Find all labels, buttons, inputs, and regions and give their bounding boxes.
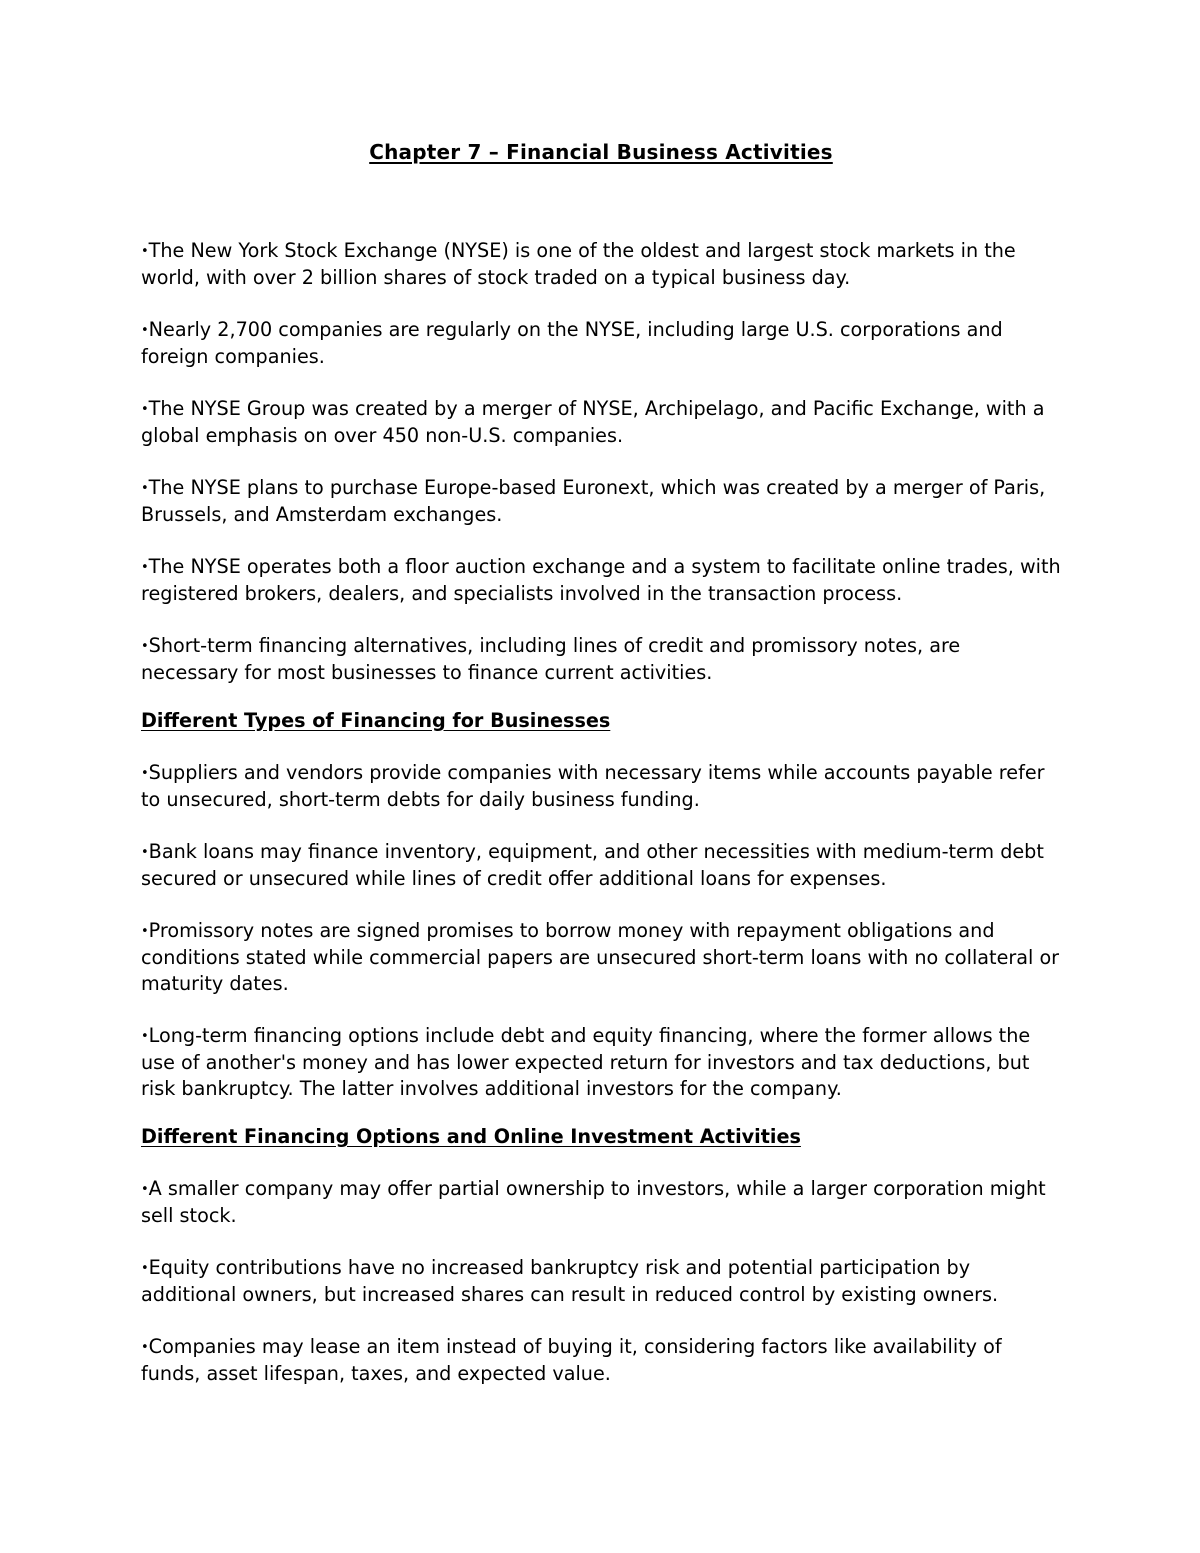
bullet-text: Promissory notes are signed promises to borrow money with repayment obligations and conditions stated while commercial papers are unsecured short-term loans with no collateral or maturity dates. bbox=[141, 919, 1060, 995]
bullet-icon: • bbox=[141, 924, 149, 939]
bullet-item bbox=[141, 1255, 1061, 1308]
bullet-icon: • bbox=[141, 323, 149, 338]
bullet-icon: • bbox=[141, 560, 149, 575]
bullet-text: The NYSE Group was created by a merger of NYSE, Archipelago, and Pacific Exchange, with a global emphasis on over 450 non-U.S. companies. bbox=[141, 397, 1045, 447]
bullet-item bbox=[141, 317, 1061, 370]
bullet-icon: • bbox=[141, 402, 149, 417]
document-page bbox=[141, 138, 1061, 1413]
bullet-item bbox=[141, 633, 1061, 686]
bullet-text: Companies may lease an item instead of buying it, considering factors like availability of funds, asset lifespan, taxes, and expected value. bbox=[141, 1335, 1002, 1385]
bullet-text: The NYSE operates both a floor auction exchange and a system to facilitate online trades, with registered brokers, dealers, and specialists involved in the transaction process. bbox=[141, 555, 1061, 605]
bullet-text: The NYSE plans to purchase Europe-based Euronext, which was created by a merger of Paris, Brussels, and Amsterdam exchanges. bbox=[141, 476, 1046, 526]
bullet-text: Short-term financing alternatives, including lines of credit and promissory notes, are necessary for most businesses to finance current activities. bbox=[141, 634, 961, 684]
section-financing-types bbox=[141, 708, 1061, 1102]
bullet-item bbox=[141, 760, 1061, 813]
bullet-icon: • bbox=[141, 1261, 149, 1276]
bullet-text: Nearly 2,700 companies are regularly on the NYSE, including large U.S. corporations and foreign companies. bbox=[141, 318, 1003, 368]
bullet-item bbox=[141, 839, 1061, 892]
bullet-item bbox=[141, 554, 1061, 607]
bullet-item bbox=[141, 396, 1061, 449]
bullet-icon: • bbox=[141, 1029, 149, 1044]
document-title: Chapter 7 – Financial Business Activities bbox=[369, 140, 833, 164]
bullet-icon: • bbox=[141, 1340, 149, 1355]
bullet-item bbox=[141, 918, 1061, 997]
bullet-text: The New York Stock Exchange (NYSE) is one of the oldest and largest stock markets in the world, with over 2 billion shares of stock traded on a typical business day. bbox=[141, 239, 1016, 289]
bullet-icon: • bbox=[141, 244, 149, 259]
bullet-item bbox=[141, 238, 1061, 291]
bullet-item bbox=[141, 475, 1061, 528]
bullet-icon: • bbox=[141, 1182, 149, 1197]
section-heading: Different Financing Options and Online Investment Activities bbox=[141, 1125, 801, 1148]
section-financing-options bbox=[141, 1124, 1061, 1387]
bullet-icon: • bbox=[141, 639, 149, 654]
intro-bullet-list bbox=[141, 238, 1061, 686]
bullet-icon: • bbox=[141, 845, 149, 860]
bullet-item bbox=[141, 1176, 1061, 1229]
bullet-text: A smaller company may offer partial ownership to investors, while a larger corporation might sell stock. bbox=[141, 1177, 1046, 1227]
bullet-icon: • bbox=[141, 481, 149, 496]
bullet-item bbox=[141, 1023, 1061, 1102]
bullet-icon: • bbox=[141, 766, 149, 781]
bullet-item bbox=[141, 1334, 1061, 1387]
section-heading: Different Types of Financing for Businesses bbox=[141, 709, 611, 732]
bullet-text: Bank loans may finance inventory, equipment, and other necessities with medium-term debt secured or unsecured while lines of credit offer additional loans for expenses. bbox=[141, 840, 1044, 890]
bullet-text: Equity contributions have no increased bankruptcy risk and potential participation by additional owners, but increased shares can result in reduced control by existing owners. bbox=[141, 1256, 999, 1306]
bullet-text: Suppliers and vendors provide companies with necessary items while accounts payable refer to unsecured, short-term debts for daily business funding. bbox=[141, 761, 1045, 811]
bullet-text: Long-term financing options include debt and equity financing, where the former allows the use of another's money and has lower expected return for investors and tax deductions, but risk bankruptcy. The latter involves additional investors for the company. bbox=[141, 1024, 1031, 1100]
